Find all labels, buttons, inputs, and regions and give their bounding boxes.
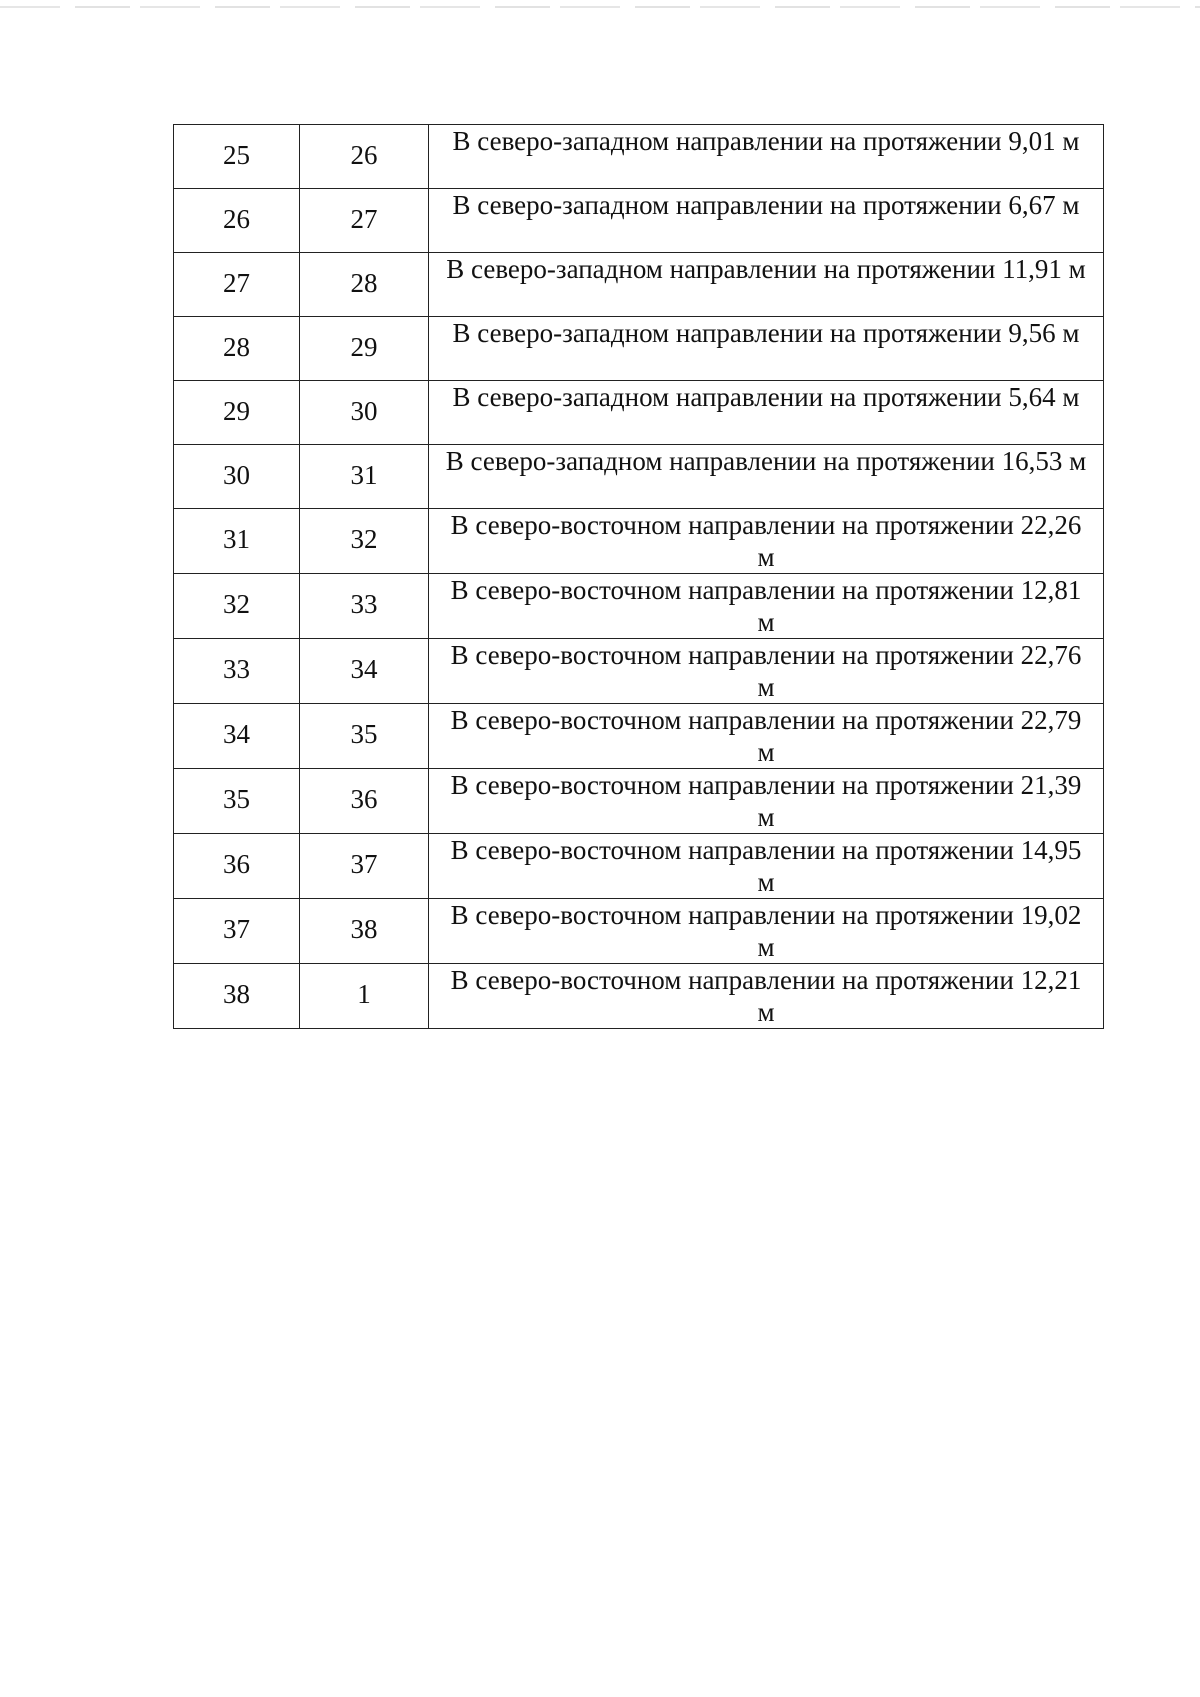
table-row [174,189,1104,253]
table-row [174,639,1104,704]
table-row [174,445,1104,509]
to-point: 35 [350,719,378,749]
table-row [174,317,1104,381]
description-cell [429,189,1104,253]
from-point-cell [174,639,300,704]
table-row [174,381,1104,445]
to-point: 26 [350,140,378,170]
description-cell [429,964,1104,1029]
table-row [174,834,1104,899]
to-point-cell [300,189,429,253]
from-point-cell [174,834,300,899]
description: В северо-восточном направлении на протяжении 21,39 м [450,770,1082,832]
from-point: 36 [223,849,250,879]
table-row [174,574,1104,639]
table-row [174,125,1104,189]
to-point-cell [300,317,429,381]
to-point: 37 [350,849,378,879]
from-point-cell [174,769,300,834]
to-point: 28 [350,268,378,298]
from-point-cell [174,445,300,509]
description-cell [429,445,1104,509]
description-cell [429,509,1104,574]
description: В северо-восточном направлении на протяжении 22,26 м [450,510,1082,572]
from-point-cell [174,704,300,769]
from-point-cell [174,317,300,381]
table-row [174,769,1104,834]
from-point-cell [174,964,300,1029]
to-point-cell [300,899,429,964]
from-point: 28 [223,332,250,362]
description: В северо-восточном направлении на протяжении 12,81 м [450,575,1082,637]
description-cell [429,125,1104,189]
description: В северо-западном направлении на протяжении 9,56 м [452,318,1080,348]
to-point-cell [300,509,429,574]
boundary-description-table [173,124,1104,1029]
description: В северо-восточном направлении на протяжении 12,21 м [450,965,1082,1027]
to-point-cell [300,125,429,189]
to-point-cell [300,574,429,639]
description-cell [429,899,1104,964]
to-point-cell [300,704,429,769]
from-point-cell [174,574,300,639]
from-point-cell [174,125,300,189]
description-cell [429,381,1104,445]
description-cell [429,704,1104,769]
description-cell [429,317,1104,381]
to-point: 34 [350,654,378,684]
description: В северо-восточном направлении на протяжении 22,76 м [450,640,1082,702]
from-point-cell [174,381,300,445]
to-point: 29 [350,332,378,362]
description: В северо-западном направлении на протяжении 11,91 м [446,254,1086,284]
description: В северо-восточном направлении на протяжении 22,79 м [450,705,1082,767]
from-point-cell [174,189,300,253]
from-point: 29 [223,396,250,426]
from-point-cell [174,509,300,574]
description: В северо-западном направлении на протяжении 6,67 м [452,190,1080,220]
description-cell [429,253,1104,317]
to-point-cell [300,639,429,704]
to-point: 27 [350,204,378,234]
table-row [174,704,1104,769]
description: В северо-западном направлении на протяжении 5,64 м [452,382,1080,412]
description: В северо-западном направлении на протяжении 16,53 м [445,446,1087,476]
to-point: 38 [350,914,378,944]
to-point-cell [300,381,429,445]
description-cell [429,574,1104,639]
to-point-cell [300,964,429,1029]
from-point: 37 [223,914,250,944]
table-row [174,253,1104,317]
from-point: 31 [223,524,250,554]
to-point-cell [300,253,429,317]
from-point-cell [174,899,300,964]
from-point: 27 [223,268,250,298]
description: В северо-западном направлении на протяжении 9,01 м [452,126,1080,156]
from-point: 38 [223,979,250,1009]
to-point: 32 [350,524,378,554]
from-point-cell [174,253,300,317]
to-point-cell [300,445,429,509]
to-point: 30 [350,396,378,426]
to-point: 31 [350,460,378,490]
to-point-cell [300,769,429,834]
scan-edge-artifact [0,6,1200,8]
from-point: 30 [223,460,250,490]
description-cell [429,834,1104,899]
table-row [174,509,1104,574]
to-point-cell [300,834,429,899]
to-point: 36 [350,784,378,814]
to-point: 1 [357,979,371,1009]
from-point: 33 [223,654,250,684]
table-body [174,125,1104,1029]
from-point: 32 [223,589,250,619]
from-point: 26 [223,204,250,234]
from-point: 35 [223,784,250,814]
table-row [174,964,1104,1029]
to-point: 33 [350,589,378,619]
from-point: 34 [223,719,250,749]
from-point: 25 [223,140,250,170]
description-cell [429,769,1104,834]
description: В северо-восточном направлении на протяжении 19,02 м [450,900,1082,962]
description-cell [429,639,1104,704]
description: В северо-восточном направлении на протяжении 14,95 м [450,835,1082,897]
table-row [174,899,1104,964]
